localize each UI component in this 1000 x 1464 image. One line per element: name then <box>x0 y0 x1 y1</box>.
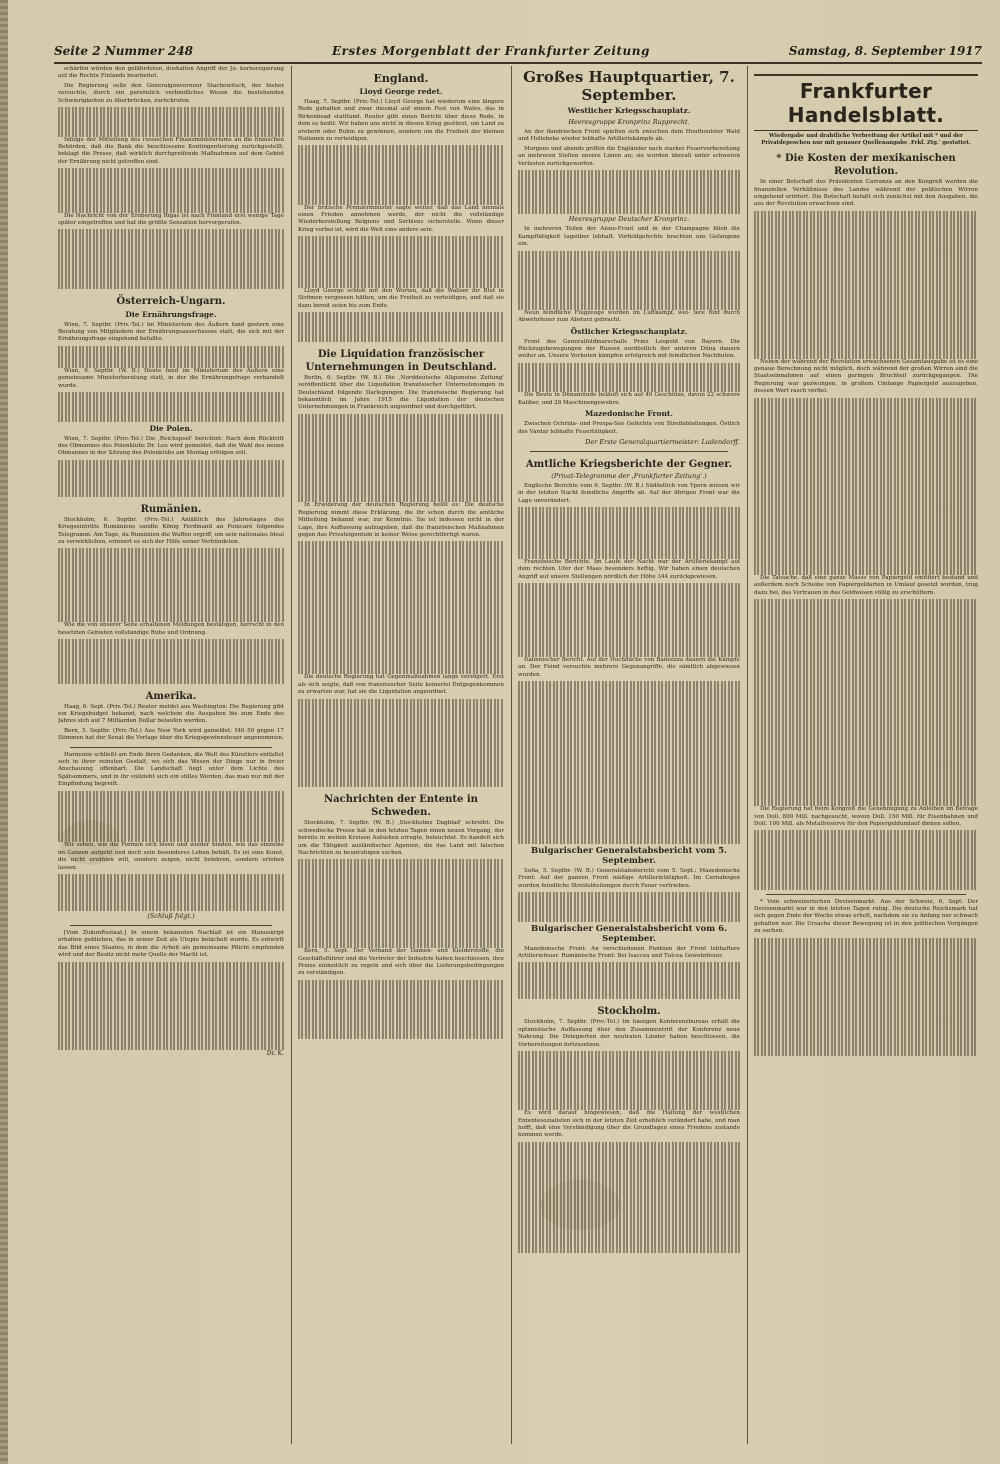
paragraph: Es wird darauf hingewiesen, daß die Haltung der westlichen Ententesozialisten sich in der letzten Zeit erheblich verändert habe, und man hofft, daß eine Verständigung über die Grundlagen eines Friedens zustande kommen werde. <box>518 1110 740 1139</box>
section-heading-gegner: Amtliche Kriegsberichte der Gegner. <box>525 458 733 470</box>
masthead-title: Erstes Morgenblatt der Frankfurter Zeitung <box>331 44 650 58</box>
subheading: Westlicher Kriegsschauplatz. <box>567 106 691 115</box>
paragraph: Wien, 7. Septbr. (Priv.-Tel.) Die ‚Reichspost' berichtet: Nach dem Rücktritt des Obmannes des Polenklubs Dr. Leo wird gemeldet, daß die Wahl des neuen Obmannes in der Sitzung des Polenklubs am Montag erfolgen soll. <box>58 435 284 457</box>
paragraph: Zwischen Ochrida- und Prespa-See Gefechte von Streifabteilungen. Östlich des Vardar lebhafte Feuertätigkeit. <box>518 421 740 435</box>
paragraph: Die Tatsache, daß eine ganze Masse von Papiergeld emittiert bestand und außerdem noch Scheine von Papiergeldarten in Umlauf gesetzt wurden, trug dazu bei, das Vertrauen in das Geldwesen völlig zu erschüttern. <box>754 575 978 596</box>
continued-note: (Schluß folgt.) <box>147 911 195 920</box>
section-heading-liquidation: Die Liquidation französischer Unternehmungen in Deutschland. <box>305 348 497 373</box>
paragraph: Die deutsche Regierung hat Gegenmaßnahmen lange verzögert. Erst als sich zeigte, daß von französischer Seite keinerlei Entgegenkommen zu erwarten war, hat sie die Liquidation angeordnet. <box>298 674 504 696</box>
paragraph: Neun feindliche Flugzeuge wurden im Luftkampf, wei- tere fünf durch Abwehrfeuer zum Absturz gebracht. <box>518 309 740 324</box>
paragraph: Stockholm, 7. Septbr. (W. B.) ‚Stockholms Dagblad' schreibt: Die schwedische Presse hat in den letzten Tagen einen neuen Vorgang, der bereits in weiten Kreisen Aufsehen erregte, beleuchtet. Es handelt sich um die Tätigkeit ausländischer Agenten, die das Land mit falschen Nachrichten zu beunruhigen suchen. <box>298 820 504 857</box>
column-rule <box>511 66 512 1444</box>
paragraph: [Vom Zukunftsstaat.] In einem bekannten Nachlaß ist ein Manuskript erhalten geblieben, das in seiner Zeit als Utopie belächelt wurde. Es entwirft das Bild eines Staates, in dem die Arbeit als gemeinsame Pflicht empfunden wird und der Besitz nicht mehr Quelle der Macht ist. <box>58 929 284 959</box>
column-4 <box>754 66 978 1444</box>
column-1 <box>58 66 284 1444</box>
paragraph: Wien, 7. Septbr. (Priv.-Tel.) Im Ministerium des Äußern fand gestern eine Beratung von Mitgliedern der Ernährungsausschusses statt, die sich mit der Ernährungsfrage eingehend befaßte. <box>58 321 284 343</box>
subheading: Die Polen. <box>149 423 193 433</box>
paragraph: Lloyd George schloß mit den Worten, daß die Waliser ihr Blut in Strömen vergossen hätten, um die Freiheit zu verteidigen, und daß sie dazu bereit seien bis zum Ende. <box>298 287 504 309</box>
paragraph: In mehreren Teilen der Aisne-Front und in der Champagne blieb die Kampftätigkeit tagsüber lebhaft. Vorfeldgefechte brachten uns Gefangene ein. <box>518 226 740 248</box>
subheading: (Privat-Telegramme der ‚Frankfurter Zeitung'.) <box>551 471 707 480</box>
paragraph: Italienischer Bericht. Auf der Hochfläche von Bainsizza dauern die Kämpfe an. Der Feind versuchte mehrere Gegenangriffe, die sämtlich abgewiesen wurden. <box>518 657 740 678</box>
paragraph: Bern, 5. Sept. Der Verband der Damen- und Kleiderstoffe, die Geschäftsführer und die Vertreter der Industrie haben beschlossen, ihre Preise einheitlich zu regeln und sich über die Lieferungsbedingungen zu verständigen. <box>298 948 504 977</box>
paragraph: Haag, 6. Sept. (Priv.-Tel.) Reuter meldet aus Washington: Die Regierung gibt ein Kriegsbudget bekannt, nach welchem die Ausgaben bis zum Ende des Jahres sich auf 7 Milliarden Dollar belaufen werden. <box>58 703 284 725</box>
paragraph: An der flandrischen Front spielten sich zwischen dem Houthoulster Wald und Hollebeke wieder lebhafte Artilleriekämpfe ab. <box>518 129 740 143</box>
masthead <box>54 44 982 64</box>
paragraph: Front des Generalfeldmarschalls Prinz Leopold von Bayern. Die Rückzugsbewegungen der Russen nordöstlich der unteren Düna dauern weiter an. Unsere Vorhuten kämpfen erfolgreich mit feindlichen Nachhuten. <box>518 338 740 360</box>
column-2 <box>298 66 504 1444</box>
paragraph: schärfen würden den gefährdeten, doshalten Angriff der Ju- kornsregierung auf die Rechte Finlands bearbeitet. <box>58 66 284 80</box>
column-rule <box>291 66 292 1444</box>
section-heading-stockholm: Stockholm. <box>597 1006 661 1018</box>
section-heading-bulgarisch-2: Bulgarischer Generalstabsbericht vom 6. September. <box>531 923 727 944</box>
paragraph: Wie die von unserer Seite erhaltenen Meldungen bestätigen, herrscht in den besetzten Gebieten vollständige Ruhe und Ordnung. <box>58 622 284 636</box>
paragraph: Englische Berichte vom 6. Septbr. (W. B.) Südöstlich von Ypern wiesen wir in der letzten Nacht feindliche Angriffe ab. Auf der übrigen Front war die Lage unverändert. <box>518 482 740 504</box>
paragraph: Der britische Premierminister sagte weiter, daß das Land niemals einen Frieden annehmen werde, der nicht die vollständige Wiederherstellung Belgiens und Serbiens sicherstelle. Wenn dieser Krieg vorbei ist, wird die Welt eine andere sein. <box>298 204 504 233</box>
paragraph: Wien, 6. Septbr. (W. B.) Heute fand im Ministerium des Äußern eine gemeinsame Ministerberatung statt, in der die Ernährungsfrage verhandelt wurde. <box>58 367 284 389</box>
paragraph: Infolge der Mitteilung des russischen Finanzministeriums an die finnischen Behörden, daß die Bank die beschlossene Kontingentierung zurückgestellt, beklagt die Presse, daß wirklich durchgreifende Maßnahmen auf dem Gebiet der Ernährung nicht getroffen sind. <box>58 136 284 165</box>
paragraph: Französische Berichte. Im Laufe der Nacht war der Artilleriekampf auf dem rechten Ufer der Maas besonders heftig. Wir haben einen deutschen Angriff auf unsere Stellungen nördlich der Höhe 344 zurückgewiesen. <box>518 558 740 580</box>
subheading: Heeresgruppe Kronprinz Rupprecht. <box>568 118 690 126</box>
paragraph: In einer Botschaft des Präsidenten Carranza an den Kongreß werden die finanziellen Verhältnisse des Landes während der politischen Wirren eingehend erörtert. Die Botschaft befaßt sich zunächst mit den Ausgaben, die aus der Revolution erwachsen sind. <box>754 179 978 208</box>
paragraph: * Vom schweizerischen Devisenmarkt. Aus der Schweiz, 6. Sept. Der Devisenmarkt war in den letzten Tagen ruhig. Die deutsche Reichsmark hat sich gegen Ende der Woche etwas erholt, nachdem sie zu Anfang nur schwach gehalten war. Die Ursache dieser Bewegung ist in den politischen Vorgängen zu suchen. <box>754 898 978 935</box>
author-signature: Dr. K. <box>266 1050 284 1058</box>
paragraph: Mazedonische Front: An verschiedenen Punkten der Front lebhaftere Artilleriefeuer. Rumänische Front: Bei Isaccea und Tulcea Gewehrfeuer. <box>518 945 740 960</box>
section-heading-rumaenien: Rumänien. <box>140 503 202 515</box>
paragraph: Die Regierung solle den Generalgouverneur Stachowitsch, der bisher versuchte, durch ein persönlich verbindliches Wesen die bestehenden Schwierigkeiten zu überbrücken, zurückrufen. <box>58 82 284 104</box>
paragraph: In Erwiderung der deutschen Regierung heißt es: Die deutsche Regierung nimmt diese Erklärung, die ihr schon durch die amtliche Mitteilung bekannt war, zur Kenntnis. Sie ist indessen nicht in der Lage, ihre Auffassung aufzugeben, daß die französischen Maßnahmen gegen das Privateigentum in keiner Weise gerechtfertigt waren. <box>298 502 504 539</box>
paragraph: Sofia, 5. Septbr. (W. B.) Generalstabsbericht vom 5. Sept.: Mazedonische Front: Auf der ganzen Front mäßige Artillerietätigkeit. Im Cernabogen wurden feindliche Streifabteilungen durch Feuer vertrieben. <box>518 867 740 889</box>
subheading: Mazedonische Front. <box>584 409 674 419</box>
paragraph: Berlin, 6. Septbr. (W. B.) Die ‚Norddeutsche Allgemeine Zeitung' veröffentlicht über die Liquidation französischer Unternehmungen in Deutschland folgende Darlegungen: Die französische Regierung hat bekanntlich im Jahre 1915 die Liquidation der deutschen Unternehmungen in Frankreich angeordnet und durchgeführt. <box>298 374 504 411</box>
paragraph: Bern, 5. Septbr. (Priv.-Tel.) Aus New York wird gemeldet: Mit 50 gegen 17 Stimmen hat der Senat die Vorlage über die Kriegsgewinnsteuer angenommen. <box>58 727 284 742</box>
section-heading-bulgarisch-1: Bulgarischer Generalstabsbericht vom 5. September. <box>531 845 727 866</box>
paragraph: Haag, 7. Septbr. (Priv.-Tel.) Lloyd George hat wiederum eine längere Rede gehalten und zwar diesmal auf einem Fest von Wales, das in Birkenhead stattfand. Reuter gibt einen Bericht über diese Rede, in dem es heißt: Wir haben uns nicht in diesen Krieg gestürzt, um Land zu erobern oder Ruhm zu gewinnen, sondern um die Freiheit der kleinen Nationen zu verteidigen. <box>298 99 504 143</box>
paragraph: Die Beute in Dünamünde beläuft sich auf 40 Geschütze, davon 22 schwere Kaliber, und 28 Maschinengewehre. <box>518 392 740 406</box>
paragraph: Die Nachricht von der Eroberung Rigas ist nach Finnland erst wenige Tage später eingetroffen und hat die größte Sensation hervorgerufen. <box>58 212 284 226</box>
section-heading-schweden: Nachrichten der Entente in Schweden. <box>324 794 478 819</box>
handelsblatt-note: Wiedergabe und drahtliche Verbreitung der Artikel mit * und der Privatdepeschen nur mit genauer Quellenangabe ‚Frkf. Ztg.' gestattet. <box>761 133 971 146</box>
paragraph: Stockholm, 7. Septbr. (Priv.-Tel.) Im hiesigen Konferenzbureau erhält die optimistische Auffassung über den Zusammentritt der Konferenz neue Nahrung. Die Delegierten der neutralen Länder haben beschlossen, die Vorbereitungen fortzusetzen. <box>518 1019 740 1048</box>
paragraph: Morgens und abends griffen die Engländer nach starker Feuervorbereitung an mehreren Stellen unsere Linien an; sie wurden überall unter schweren Verlusten zurückgeworfen. <box>518 145 740 167</box>
masthead-page-number: Seite 2 Nummer 248 <box>54 44 194 58</box>
feuilleton-paragraph: Wir sehen, wie die Formen sich lösen und wieder binden, wie das einzelne im Ganzen aufgeht und doch sein besonderes Leben behält. Es ist eine Kunst, die nicht erzählen will, sondern zeigen, nicht belehren, sondern erleben lassen. <box>58 842 284 871</box>
paragraph: Die Regierung hat beim Kongreß die Genehmigung zu Anleihen im Betrage von Doll. 800 Mill. nachgesucht, wovon Doll. 150 Mill. für Eisenbahnen und Doll. 100 Mill. als Metallreserve für den Papiergeldumlauf dienen sollen. <box>754 806 978 827</box>
feuilleton-paragraph: Harmonie schließt am Ende ihren Gedanken, die Welt des Künstlers entfaltet sich in ihrer reinsten Gestalt, wo sich das Wesen der Dinge nur in freier Anschauung offenbart. Die Landschaft liegt unter dem Lichte des Spätsommers, und in ihr vollzieht sich ein stilles Werden, das man nur mit der Empfindung begreift. <box>58 751 284 788</box>
subheading: Heeresgruppe Deutscher Kronprinz. <box>568 215 690 224</box>
paragraph: Stockholm, 6. Septbr. (Priv.-Tel.) Anläßlich des Jahrestages des Kriegseintritts Rumäniens sandte König Ferdinand an Poincaré folgendes Telegramm: Am Tage, da Rumänien die Waffen ergriff, um sein nationales Ideal zu verwirklichen, erinnert es sich der Hilfe seiner Verbündeten. <box>58 516 284 546</box>
subheading: Östlicher Kriegsschauplatz. <box>570 326 688 336</box>
handelsblatt-title: Frankfurter Handelsblatt. <box>754 74 978 131</box>
section-heading-england: England. <box>373 72 429 85</box>
binding-edge <box>0 0 8 1464</box>
section-heading-mexiko: * Die Kosten der mexikanischen Revolution. <box>776 153 956 178</box>
signature: Der Erste Generalquartiermeister: Ludendorff. <box>585 437 740 446</box>
column-rule <box>747 66 748 1444</box>
section-heading-amerika: Amerika. <box>145 690 197 702</box>
paragraph: Neben der während der Revolution erwachsenen Gesamtausgabe ist es eine genaue Berechnung nicht möglich, doch während der großen Wirren sind die Staatseinnahmen auf einen geringen Bruchteil zurückgegangen. Die Regierung war gezwungen, in großem Umfange Papiergeld auszugeben, dessen Wert rasch verfiel. <box>754 358 978 395</box>
subheading: Lloyd George redet. <box>359 87 443 96</box>
column-3 <box>518 66 740 1444</box>
subheading: Die Ernährungsfrage. <box>125 309 217 319</box>
section-heading-oesterreich: Österreich-Ungarn. <box>116 295 226 307</box>
masthead-date: Samstag, 8. September 1917 <box>788 44 982 58</box>
section-heading-hauptquartier: Großes Hauptquartier, 7. September. <box>523 68 735 104</box>
